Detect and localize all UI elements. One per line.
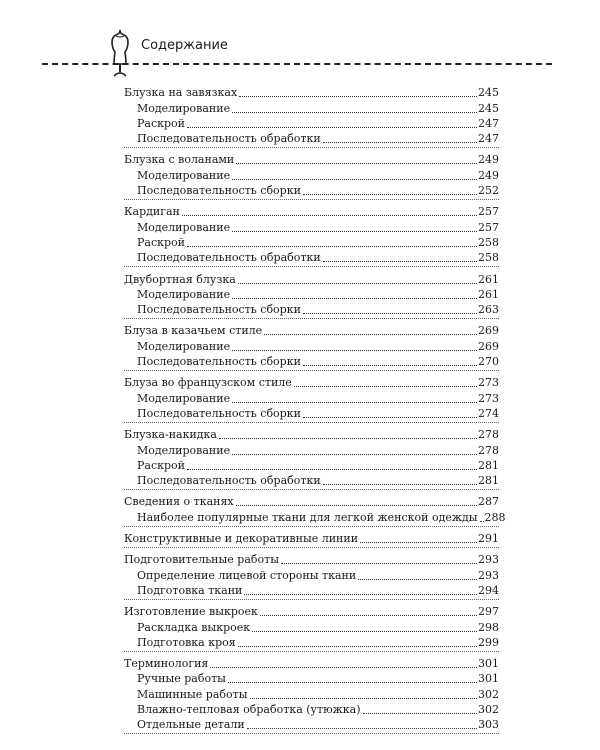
dot-leader	[236, 505, 477, 506]
dot-leader	[238, 646, 477, 647]
toc-entry-title: Сведения о тканях	[124, 495, 234, 509]
toc-section	[124, 494, 506, 527]
toc-entry-title: Последовательность сборки	[137, 184, 301, 198]
toc-subentry	[124, 116, 499, 131]
toc-page-number: 269	[478, 324, 499, 338]
toc-entry-title: Наиболее популярные ткани для легкой женской одежды	[137, 510, 478, 524]
dot-leader	[182, 215, 477, 216]
toc-entry-title: Подготовительные работы	[124, 553, 279, 567]
toc-entry-title: Отдельные детали	[137, 718, 245, 732]
toc-entry-title: Блузка на завязках	[124, 86, 238, 100]
toc-section	[124, 204, 499, 267]
toc-section	[124, 531, 499, 548]
toc-subentry	[124, 619, 499, 634]
toc-entry-title: Моделирование	[137, 287, 231, 301]
dot-leader	[244, 594, 477, 595]
toc-entry-title: Раскрой	[137, 458, 185, 472]
dot-leader	[360, 542, 477, 543]
toc-entry-title: Раскрой	[137, 235, 185, 249]
toc-subentry	[124, 250, 499, 265]
toc-page-number: 261	[478, 272, 499, 286]
toc-subentry	[124, 717, 499, 732]
toc-entry-title: Последовательность сборки	[137, 406, 301, 420]
dot-leader	[303, 313, 477, 314]
toc-page-number: 298	[478, 620, 499, 634]
toc-chapter	[124, 85, 499, 100]
toc-section	[124, 85, 499, 148]
mannequin-icon	[108, 28, 132, 78]
toc-subentry	[124, 219, 499, 234]
toc-chapter	[124, 323, 499, 338]
toc-page-number: 258	[478, 251, 499, 265]
toc-page-number: 278	[478, 443, 499, 457]
dot-leader	[239, 96, 477, 97]
dot-leader	[363, 713, 477, 714]
toc-page-number: 302	[478, 702, 499, 716]
toc-entry-title: Раскладка выкроек	[137, 620, 251, 634]
toc-section	[124, 375, 499, 423]
toc-page-number: 257	[478, 205, 499, 219]
toc-entry-title: Блуза во французском стиле	[124, 376, 292, 390]
toc-subentry	[124, 183, 499, 198]
toc-subentry	[124, 442, 499, 457]
dot-leader	[236, 163, 477, 164]
toc-subentry	[124, 302, 499, 317]
toc-page-number: 257	[478, 220, 499, 234]
dot-leader	[232, 350, 477, 351]
dot-leader	[247, 728, 477, 729]
toc-subentry	[124, 131, 499, 146]
dot-leader	[187, 127, 477, 128]
toc-chapter	[124, 375, 499, 390]
dot-leader	[294, 386, 477, 387]
table-of-contents	[124, 85, 506, 738]
toc-entry-title: Влажно-тепловая обработка (утюжка)	[137, 702, 361, 716]
toc-section	[124, 552, 499, 600]
dot-leader	[323, 261, 477, 262]
dot-leader	[252, 631, 477, 632]
toc-subentry	[124, 406, 499, 421]
toc-entry-title: Блузка с воланами	[124, 153, 235, 167]
toc-page-number: 245	[478, 86, 499, 100]
toc-page-number: 263	[478, 303, 499, 317]
toc-chapter	[124, 152, 499, 167]
toc-chapter	[124, 604, 499, 619]
toc-page-number: 274	[478, 406, 499, 420]
toc-subentry	[124, 167, 499, 182]
toc-page-number: 291	[478, 532, 499, 546]
toc-entry-title: Моделирование	[137, 391, 231, 405]
dot-leader	[219, 438, 477, 439]
toc-entry-title: Терминология	[124, 657, 209, 671]
toc-subentry	[124, 583, 499, 598]
page-header	[0, 0, 600, 80]
toc-entry-title: Последовательность сборки	[137, 355, 301, 369]
toc-page-number: 294	[478, 583, 499, 597]
toc-subentry	[124, 390, 499, 405]
header-title: Содержание	[141, 38, 228, 53]
toc-page-number: 278	[478, 428, 499, 442]
toc-chapter	[124, 531, 499, 546]
dot-leader	[264, 334, 477, 335]
toc-entry-title: Последовательность сборки	[137, 303, 301, 317]
dot-leader	[303, 365, 477, 366]
dot-leader	[187, 469, 477, 470]
toc-subentry	[124, 702, 499, 717]
toc-entry-title: Моделирование	[137, 168, 231, 182]
toc-page-number: 273	[478, 391, 499, 405]
toc-entry-title: Машинные работы	[137, 687, 248, 701]
dot-leader	[232, 402, 477, 403]
toc-page-number: 302	[478, 687, 499, 701]
dot-leader	[238, 283, 477, 284]
toc-section	[124, 271, 499, 319]
toc-entry-title: Конструктивные и декоративные линии	[124, 532, 359, 546]
toc-section	[124, 323, 499, 371]
toc-page-number: 301	[478, 657, 499, 671]
toc-page-number: 249	[478, 168, 499, 182]
toc-subentry	[124, 287, 499, 302]
toc-entry-title: Блузка-накидка	[124, 428, 217, 442]
toc-page-number: 293	[478, 553, 499, 567]
toc-page-number: 270	[478, 355, 499, 369]
toc-page-number: 301	[478, 672, 499, 686]
toc-subentry	[124, 567, 499, 582]
toc-entry-title: Двубортная блузка	[124, 272, 236, 286]
toc-section	[124, 604, 499, 652]
toc-chapter	[124, 494, 499, 509]
dot-leader	[232, 454, 477, 455]
toc-page-number: 245	[478, 101, 499, 115]
toc-page-number: 247	[478, 132, 499, 146]
dot-leader	[281, 563, 477, 564]
toc-subentry	[124, 338, 499, 353]
toc-entry-title: Изготовление выкроек	[124, 605, 258, 619]
dot-leader	[323, 142, 477, 143]
toc-entry-title: Моделирование	[137, 101, 231, 115]
dot-leader	[210, 667, 477, 668]
dot-leader	[187, 246, 477, 247]
toc-page-number: 287	[478, 495, 499, 509]
dot-leader	[250, 698, 478, 699]
toc-subentry	[124, 235, 499, 250]
toc-page-number: 281	[478, 474, 499, 488]
toc-chapter	[124, 656, 499, 671]
dot-leader	[228, 682, 477, 683]
toc-page-number: 273	[478, 376, 499, 390]
toc-entry-title: Последовательность обработки	[137, 251, 321, 265]
toc-subentry	[124, 473, 499, 488]
toc-subentry	[124, 671, 499, 686]
dot-leader	[480, 521, 484, 522]
toc-subentry	[124, 100, 499, 115]
dot-leader	[303, 194, 477, 195]
toc-subentry	[124, 354, 499, 369]
toc-page-number: 249	[478, 153, 499, 167]
dot-leader	[358, 579, 477, 580]
toc-entry-title: Подготовка ткани	[137, 583, 243, 597]
toc-entry-title: Моделирование	[137, 443, 231, 457]
toc-section	[124, 152, 499, 200]
toc-entry-title: Определение лицевой стороны ткани	[137, 568, 357, 582]
toc-page-number: 247	[478, 116, 499, 130]
toc-subentry	[124, 509, 506, 524]
header-divider	[42, 63, 552, 65]
dot-leader	[232, 112, 477, 113]
toc-page-number: 288	[484, 510, 506, 524]
toc-chapter	[124, 552, 499, 567]
toc-page-number: 299	[478, 635, 499, 649]
toc-section	[124, 656, 499, 734]
toc-entry-title: Моделирование	[137, 339, 231, 353]
toc-chapter	[124, 427, 499, 442]
toc-entry-title: Подготовка кроя	[137, 635, 236, 649]
toc-page-number: 293	[478, 568, 499, 582]
toc-subentry	[124, 635, 499, 650]
toc-page-number: 303	[478, 718, 499, 732]
toc-entry-title: Моделирование	[137, 220, 231, 234]
toc-entry-title: Блуза в казачьем стиле	[124, 324, 263, 338]
toc-section	[124, 427, 499, 490]
toc-page-number: 281	[478, 458, 499, 472]
toc-entry-title: Последовательность обработки	[137, 474, 321, 488]
toc-entry-title: Последовательность обработки	[137, 132, 321, 146]
toc-subentry	[124, 458, 499, 473]
dot-leader	[260, 615, 477, 616]
toc-entry-title: Раскрой	[137, 116, 185, 130]
toc-subentry	[124, 686, 499, 701]
dot-leader	[232, 298, 477, 299]
toc-page-number: 252	[478, 184, 499, 198]
dot-leader	[303, 417, 477, 418]
dot-leader	[232, 231, 477, 232]
dot-leader	[232, 179, 477, 180]
dot-leader	[323, 484, 477, 485]
toc-entry-title: Ручные работы	[137, 672, 226, 686]
toc-page-number: 258	[478, 235, 499, 249]
toc-chapter	[124, 271, 499, 286]
toc-page-number: 269	[478, 339, 499, 353]
toc-page-number: 261	[478, 287, 499, 301]
toc-page-number: 297	[478, 605, 499, 619]
toc-entry-title: Кардиган	[124, 205, 180, 219]
toc-chapter	[124, 204, 499, 219]
